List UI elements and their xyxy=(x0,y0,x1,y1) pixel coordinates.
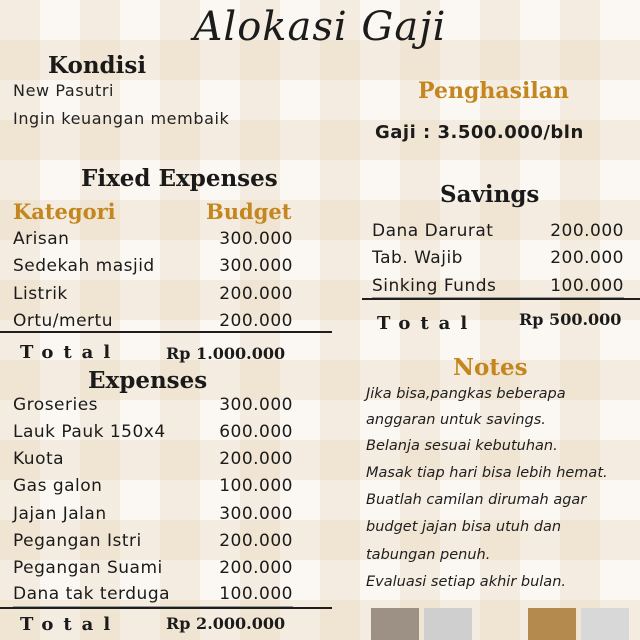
expenses-total-label: Total xyxy=(20,614,121,635)
item-value: 100.000 xyxy=(550,276,624,296)
item-value: 300.000 xyxy=(219,256,293,276)
item-name: Dana tak terduga xyxy=(13,584,171,604)
gaji-amount: Gaji : 3.500.000/bln xyxy=(375,122,584,143)
item-value: 600.000 xyxy=(219,422,293,442)
kategori-column-header: Kategori xyxy=(13,199,116,224)
item-value: 300.000 xyxy=(219,229,293,249)
item-name: Ortu/mertu xyxy=(13,311,113,331)
item-name: Groseries xyxy=(13,395,99,415)
color-swatch xyxy=(581,608,629,640)
savings-row xyxy=(372,221,624,248)
divider xyxy=(0,331,332,333)
penghasilan-heading: Penghasilan xyxy=(418,78,569,104)
color-swatch xyxy=(424,608,472,640)
divider xyxy=(0,607,332,609)
item-value: 200.000 xyxy=(219,284,293,304)
item-value: 100.000 xyxy=(219,584,293,604)
savings-heading: Savings xyxy=(440,181,540,208)
savings-total-value: Rp 500.000 xyxy=(519,310,622,329)
item-value: 100.000 xyxy=(219,476,293,496)
item-value: 300.000 xyxy=(219,504,293,524)
item-value: 300.000 xyxy=(219,395,293,415)
item-value: 200.000 xyxy=(219,558,293,578)
item-name: Pegangan Suami xyxy=(13,558,163,578)
expenses-heading: Expenses xyxy=(88,367,208,394)
item-value: 200.000 xyxy=(550,248,624,268)
expenses-total-value: Rp 2.000.000 xyxy=(166,614,286,633)
item-name: Sedekah masjid xyxy=(13,256,155,276)
note-line: Evaluasi setiap akhir bulan. xyxy=(366,574,566,590)
item-name: Tab. Wajib xyxy=(372,248,463,268)
item-name: Listrik xyxy=(13,284,68,304)
item-name: Lauk Pauk 150x4 xyxy=(13,422,166,442)
notes-heading: Notes xyxy=(453,354,528,381)
note-line: budget jajan bisa utuh dan xyxy=(366,519,562,535)
expense-row xyxy=(13,531,293,558)
expense-row xyxy=(13,558,293,585)
expense-row xyxy=(13,449,293,476)
fixed-expense-row xyxy=(13,229,293,256)
item-value: 200.000 xyxy=(550,221,624,241)
note-line: Buatlah camilan dirumah agar xyxy=(366,492,587,508)
note-line: Masak tiap hari bisa lebih hemat. xyxy=(366,465,608,481)
item-value: 200.000 xyxy=(219,531,293,551)
fixed-expense-row xyxy=(13,256,293,283)
note-line: Jika bisa,pangkas beberapa xyxy=(366,386,566,402)
item-name: Kuota xyxy=(13,449,65,469)
fixed-total-value: Rp 1.000.000 xyxy=(166,344,286,363)
expense-row xyxy=(13,504,293,531)
item-name: Jajan Jalan xyxy=(13,504,107,524)
kondisi-heading: Kondisi xyxy=(48,52,147,79)
budget-column-header: Budget xyxy=(206,199,292,224)
expense-row xyxy=(13,422,293,449)
note-line: anggaran untuk savings. xyxy=(366,412,546,428)
note-line: Belanja sesuai kebutuhan. xyxy=(366,438,558,454)
item-name: Pegangan Istri xyxy=(13,531,142,551)
savings-row xyxy=(372,276,624,298)
expense-row xyxy=(13,584,293,607)
fixed-expense-row xyxy=(13,284,293,311)
divider xyxy=(362,298,640,300)
expense-row xyxy=(13,395,293,422)
color-swatch xyxy=(371,608,419,640)
fixed-expense-row xyxy=(13,311,293,332)
page-title: Alokasi Gaji xyxy=(193,4,447,50)
kondisi-line: New Pasutri xyxy=(13,81,115,100)
savings-row xyxy=(372,248,624,275)
item-name: Dana Darurat xyxy=(372,221,494,241)
kondisi-line: Ingin keuangan membaik xyxy=(13,109,230,128)
savings-total-label: Total xyxy=(377,313,478,334)
item-name: Arisan xyxy=(13,229,70,249)
item-value: 200.000 xyxy=(219,449,293,469)
color-swatch xyxy=(528,608,576,640)
fixed-expenses-heading: Fixed Expenses xyxy=(81,165,278,192)
item-name: Gas galon xyxy=(13,476,103,496)
expense-row xyxy=(13,476,293,503)
note-line: tabungan penuh. xyxy=(366,547,491,563)
item-value: 200.000 xyxy=(219,311,293,331)
fixed-total-label: Total xyxy=(20,342,121,363)
item-name: Sinking Funds xyxy=(372,276,497,296)
